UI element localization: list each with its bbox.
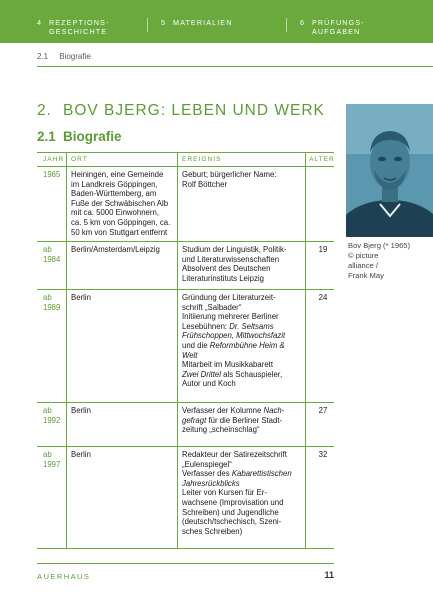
event-text: für die Berliner Stadt- bbox=[206, 415, 283, 425]
column-header-ort: ORT bbox=[71, 156, 88, 163]
event-line bbox=[182, 341, 306, 351]
event-text: sches Schreiben) bbox=[182, 526, 243, 536]
event-text-italic: Jahresrückblicks bbox=[182, 478, 240, 488]
event-text: Schreiben) und Jugendliche bbox=[182, 507, 279, 517]
tab-label: MATERIALIEN bbox=[173, 18, 233, 27]
event-line bbox=[182, 360, 306, 370]
event-line bbox=[182, 469, 306, 479]
cell-event bbox=[182, 245, 306, 283]
column-header-alter: ALTER bbox=[309, 156, 335, 163]
event-line bbox=[182, 293, 306, 303]
event-line bbox=[182, 488, 306, 498]
event-line bbox=[182, 517, 306, 527]
cell-place-line: Berlin bbox=[71, 293, 91, 302]
event-text: (deutsch/tschechisch, Szeni- bbox=[182, 517, 282, 527]
column-divider bbox=[177, 403, 178, 446]
photo-caption: Bov Bjerg (* 1965) © picture alliance / Frank May bbox=[348, 241, 411, 280]
column-divider bbox=[177, 447, 178, 548]
event-text: Leiter von Kursen für Er- bbox=[182, 488, 267, 498]
table-row bbox=[37, 447, 334, 549]
tab-number: 5 bbox=[161, 18, 167, 27]
cell-year bbox=[43, 170, 69, 180]
cell-age: 19 bbox=[318, 245, 328, 254]
cell-place-line: Fuße der Schwäbischen Alb bbox=[71, 198, 169, 208]
event-line bbox=[182, 351, 306, 361]
event-line bbox=[182, 379, 306, 389]
event-text: Gründung der Literaturzeit- bbox=[182, 293, 276, 302]
event-text: Mitarbeit im Musikkabarett bbox=[182, 360, 273, 370]
author-portrait bbox=[346, 104, 433, 237]
cell-place-line: ca. 5 km von Göppingen, ca. bbox=[71, 217, 171, 227]
cell-year-line: 1997 bbox=[43, 459, 61, 469]
cell-year bbox=[43, 406, 69, 425]
cell-year-line: 1965 bbox=[43, 170, 61, 179]
cell-year bbox=[43, 293, 69, 312]
cell-place-line: Berlin bbox=[71, 450, 91, 459]
cell-place-line: Heiningen, eine Gemeinde bbox=[71, 170, 164, 179]
event-text-italic: Dr. Seltsams bbox=[229, 321, 274, 331]
event-text: Lesebühnen: bbox=[182, 321, 230, 331]
tab-label: REZEPTIONS- GESCHICHTE bbox=[49, 18, 110, 36]
section-number: 2.1 bbox=[37, 129, 56, 144]
event-text: und die bbox=[182, 340, 210, 350]
cell-year bbox=[43, 245, 69, 264]
column-header-jahr: JAHR bbox=[43, 156, 65, 163]
event-text: Literaturinstituts Leipzig bbox=[182, 273, 264, 283]
event-text: „Eulenspiegel“ bbox=[182, 459, 232, 469]
event-text-italic: gefragt bbox=[182, 415, 207, 425]
event-text: Rolf Böttcher bbox=[182, 179, 228, 189]
breadcrumb bbox=[37, 52, 91, 61]
chapter-number: 2. bbox=[37, 102, 52, 119]
column-header-ereignis: EREIGNIS bbox=[182, 156, 222, 163]
breadcrumb-number: 2.1 bbox=[37, 52, 49, 61]
page-number: 11 bbox=[324, 570, 334, 580]
event-text: wachsene (Improvisation und bbox=[182, 497, 284, 507]
section-title bbox=[37, 129, 122, 144]
tab-divider bbox=[147, 18, 148, 32]
cell-place-line: Baden-Württemberg, am bbox=[71, 189, 157, 199]
breadcrumb-divider bbox=[37, 66, 433, 67]
column-divider bbox=[177, 290, 178, 402]
cell-place bbox=[71, 170, 175, 237]
tab-label: PRÜFUNGS- AUFGABEN bbox=[312, 18, 365, 36]
event-line bbox=[182, 406, 306, 416]
event-text-italic: Reformbühne Heim & bbox=[209, 340, 285, 350]
event-text: Verfasser der Kolumne bbox=[182, 406, 264, 415]
event-text: Initiierung mehrerer Berliner bbox=[182, 312, 279, 322]
cell-age: 32 bbox=[318, 450, 328, 459]
chapter-title-text: BOV BJERG: LEBEN UND WERK bbox=[63, 102, 325, 119]
event-line bbox=[182, 370, 306, 380]
event-text: als Schauspieler, bbox=[221, 369, 283, 379]
cell-place-line: Berlin/Amsterdam/Leipzig bbox=[71, 245, 160, 254]
column-divider bbox=[177, 167, 178, 241]
table-header bbox=[37, 152, 334, 167]
event-line bbox=[182, 245, 306, 255]
column-divider bbox=[66, 153, 67, 167]
cell-year-line: ab bbox=[43, 293, 52, 302]
event-text: Studium der Linguistik, Politik- bbox=[182, 245, 287, 254]
cell-place-line: Berlin bbox=[71, 406, 91, 415]
chapter-tab-bar bbox=[0, 0, 433, 43]
event-line bbox=[182, 322, 306, 332]
cell-place bbox=[71, 450, 175, 460]
event-text-italic: Nach- bbox=[263, 406, 285, 415]
tab-number: 6 bbox=[300, 18, 306, 27]
column-divider bbox=[305, 153, 306, 167]
event-line bbox=[182, 450, 306, 460]
table-row bbox=[37, 167, 334, 242]
event-line bbox=[182, 460, 306, 470]
event-text: schrift „Salbader“ bbox=[182, 302, 242, 312]
cell-place-line: im Landkreis Göppingen, bbox=[71, 179, 158, 189]
cell-place-line: mit ca. 5000 Einwohnern, bbox=[71, 208, 159, 218]
biography-table bbox=[37, 152, 334, 549]
event-line bbox=[182, 508, 306, 518]
footer-book-title: AUERHAUS bbox=[37, 572, 91, 581]
cell-age: 24 bbox=[318, 293, 328, 302]
event-line bbox=[182, 479, 306, 489]
table-body bbox=[37, 167, 334, 549]
event-line bbox=[182, 416, 306, 426]
event-text: Autor und Koch bbox=[182, 379, 236, 389]
event-text-italic: Zwei Drittel bbox=[182, 369, 221, 379]
section-title-text: Biografie bbox=[63, 129, 122, 144]
event-line bbox=[182, 425, 306, 435]
cell-event bbox=[182, 406, 306, 435]
event-text: und Literaturwissenschaften bbox=[182, 254, 280, 264]
event-line bbox=[182, 255, 306, 265]
cell-place bbox=[71, 245, 175, 255]
cell-year-line: 1984 bbox=[43, 254, 61, 264]
cell-event bbox=[182, 293, 306, 389]
table-row bbox=[37, 403, 334, 447]
event-line bbox=[182, 274, 306, 284]
event-text: zeitung „scheinschlag“ bbox=[182, 425, 260, 435]
cell-year-line: ab bbox=[43, 406, 52, 415]
cell-age: 27 bbox=[318, 406, 328, 415]
table-row bbox=[37, 290, 334, 403]
column-divider bbox=[177, 242, 178, 289]
cell-place bbox=[71, 293, 175, 303]
event-line bbox=[182, 527, 306, 537]
breadcrumb-label: Biografie bbox=[59, 52, 91, 61]
event-line bbox=[182, 170, 306, 180]
cell-year-line: 1992 bbox=[43, 415, 61, 425]
cell-event bbox=[182, 170, 306, 189]
column-divider bbox=[177, 153, 178, 167]
footer-divider bbox=[37, 563, 334, 564]
event-text: Verfasser des bbox=[182, 469, 232, 479]
event-text-italic: Kabarettistischen bbox=[231, 469, 292, 479]
event-text-italic: Welt bbox=[182, 350, 198, 360]
event-line bbox=[182, 312, 306, 322]
table-row bbox=[37, 242, 334, 290]
event-text: Redakteur der Satirezeitschrift bbox=[182, 450, 287, 459]
event-line bbox=[182, 498, 306, 508]
tab-divider bbox=[286, 18, 287, 32]
event-line bbox=[182, 331, 306, 341]
cell-place bbox=[71, 406, 175, 416]
cell-year-line: 1989 bbox=[43, 302, 61, 312]
cell-event bbox=[182, 450, 306, 536]
event-line bbox=[182, 303, 306, 313]
event-line bbox=[182, 180, 306, 190]
cell-year-line: ab bbox=[43, 450, 52, 459]
cell-place-line: 50 km von Stuttgart entfernt bbox=[71, 227, 168, 237]
event-text: Geburt; bürgerlicher Name: bbox=[182, 170, 277, 179]
cell-year bbox=[43, 450, 69, 469]
tab-number: 4 bbox=[37, 18, 43, 27]
portrait-illustration bbox=[346, 104, 433, 237]
cell-year-line: ab bbox=[43, 245, 52, 254]
event-line bbox=[182, 264, 306, 274]
event-text-italic: Frühschoppen, Mittwochsfazit bbox=[182, 331, 286, 341]
event-text: Absolvent des Deutschen bbox=[182, 264, 271, 274]
chapter-title bbox=[37, 102, 325, 120]
